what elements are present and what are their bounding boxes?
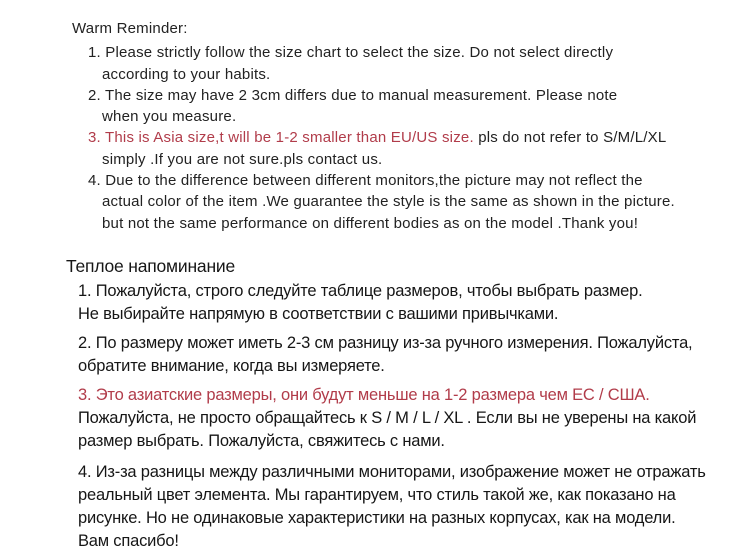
text-line: обратите внимание, когда вы измеряете. [78, 356, 385, 375]
russian-item-2 [78, 332, 710, 378]
text-line: actual color of the item .We guarantee the style is the same as shown in the picture. [102, 193, 675, 211]
text-line: 4. Из-за разницы между различными мониторами, изображение может не отражать [78, 462, 706, 481]
english-section-title: Warm Reminder: [72, 20, 188, 37]
text-line: размер выбрать. Пожалуйста, свяжитесь с нами. [78, 431, 445, 450]
text-line: Пожалуйста, не просто обращайтесь к S / M / L / XL . Если вы не уверены на какой [78, 408, 697, 427]
text-line: Не выбирайте напрямую в соответствии с вашими привычками. [78, 304, 559, 323]
russian-item-1 [78, 280, 710, 326]
text-line: реальный цвет элемента. Мы гарантируем, что стиль такой же, как показано на [78, 485, 676, 504]
text-line: 4. Due to the difference between different monitors,the picture may not reflect the [88, 172, 643, 190]
text-line: рисунке. Но не одинаковые характеристики на разных корпусах, как на модели. [78, 508, 676, 527]
russian-item-4 [78, 461, 710, 553]
english-item-1 [88, 42, 695, 85]
english-item-3 [88, 127, 695, 170]
text-line: but not the same performance on different bodies as on the model .Thank you! [102, 214, 639, 232]
asia-size-warning-red-text-ru: 3. Это азиатские размеры, они будут меньше на 1-2 размера чем ЕС / США. [78, 385, 650, 404]
text-line: 2. The size may have 2 3cm differs due to manual measurement. Please note [88, 86, 618, 104]
text-line: 1. Пожалуйста, строго следуйте таблице размеров, чтобы выбрать размер. [78, 281, 643, 300]
asia-size-warning-black-text: pls do not refer to S/M/L/XL [473, 129, 667, 147]
text-line: according to your habits. [102, 65, 271, 83]
russian-reminder-section [66, 254, 710, 553]
text-line [88, 127, 695, 148]
text-line: Вам спасибо! [78, 531, 179, 550]
text-line: 2. По размеру может иметь 2-3 см разницу из-за ручного измерения. Пожалуйста, [78, 333, 693, 352]
text-line: simply .If you are not sure.pls contact us. [102, 150, 383, 168]
text-line: 1. Please strictly follow the size chart to select the size. Do not select directly [88, 44, 614, 62]
english-item-4 [88, 170, 695, 234]
english-item-2 [88, 85, 695, 128]
english-reminder-list [88, 42, 695, 234]
english-reminder-section [72, 18, 695, 234]
russian-section-title: Теплое напоминание [66, 255, 236, 276]
asia-size-warning-red-text: 3. This is Asia size,t will be 1-2 smaller than EU/US size. [88, 129, 474, 147]
text-line: when you measure. [102, 108, 237, 126]
russian-item-3 [78, 384, 710, 453]
